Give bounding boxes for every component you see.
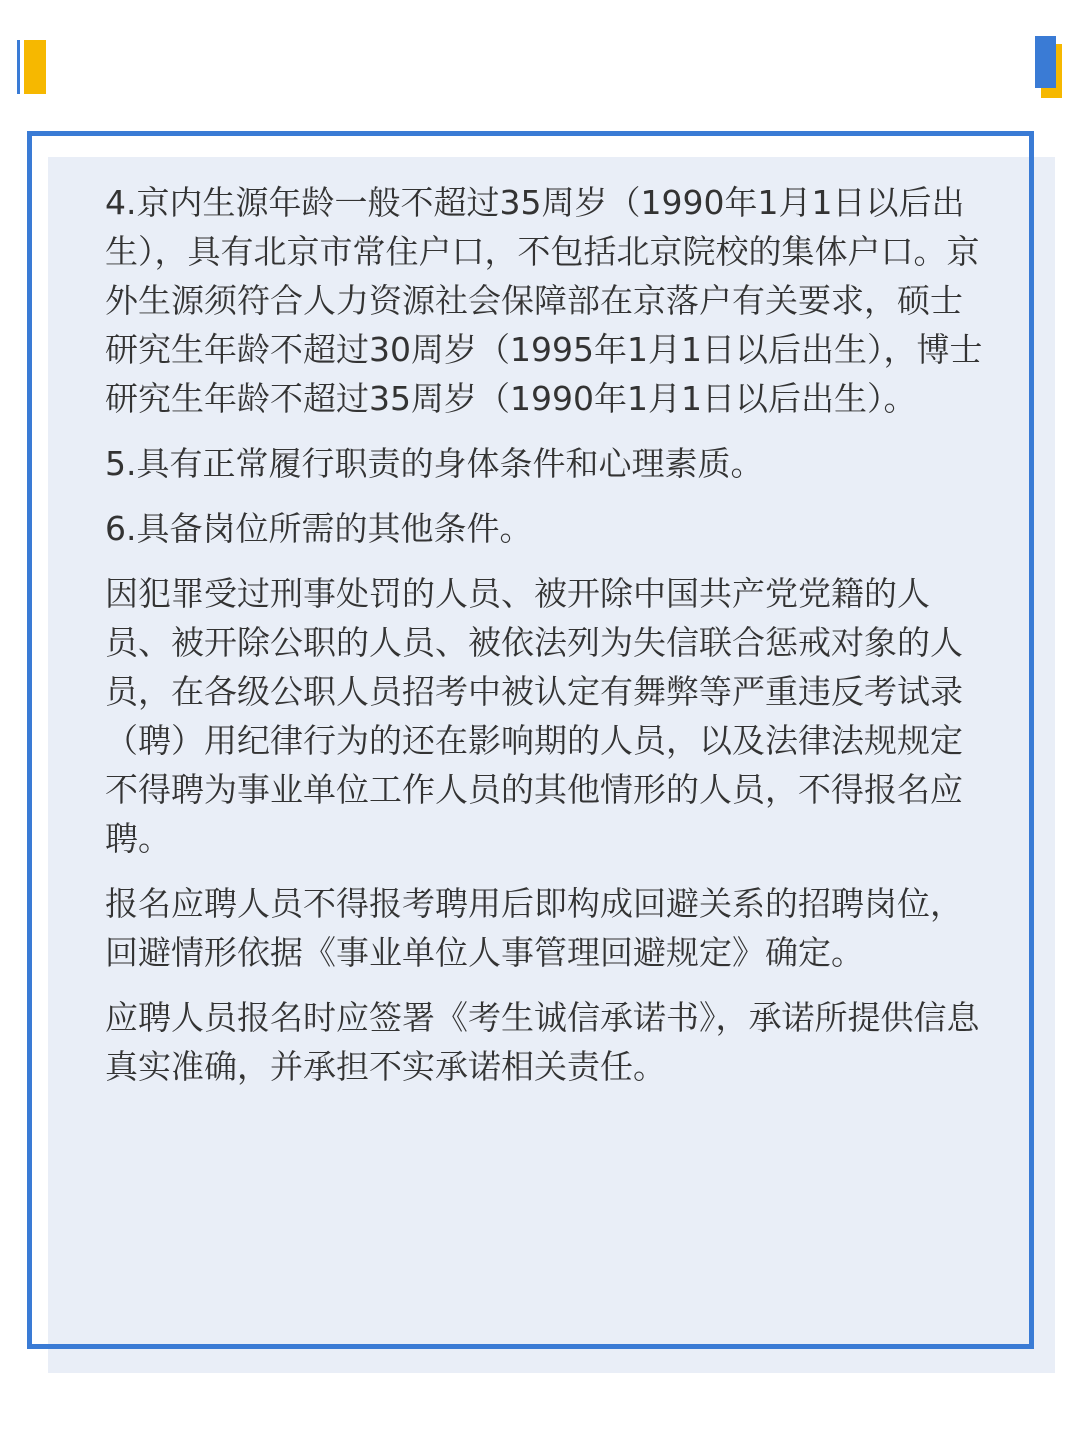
paragraph-age-requirement: 4.京内生源年龄一般不超过35周岁（1990年1月1日以后出生），具有北京市常住户口，不包括北京院校的集体户口。京外生源须符合人力资源社会保障部在京落户有关要求，硕士研究生年龄不超过30周岁（1995年1月1日以后出生），博士研究生年龄不超过35周岁（1990年1月1日以后出生）。	[105, 183, 983, 418]
paragraph-health-requirement: 5.具有正常履行职责的身体条件和心理素质。	[105, 444, 764, 483]
decorative-block-left	[24, 40, 46, 94]
paragraph-avoidance: 报名应聘人员不得报考聘用后即构成回避关系的招聘岗位，回避情形依据《事业单位人事管理回避规定》确定。	[105, 884, 963, 972]
decorative-block-right-blue	[1035, 36, 1056, 88]
decorative-line-left	[17, 40, 20, 94]
paragraph-exclusions: 因犯罪受过刑事处罚的人员、被开除中国共产党党籍的人员、被开除公职的人员、被依法列为失信联合惩戒对象的人员，在各级公职人员招考中被认定有舞弊等严重违反考试录（聘）用纪律行为的还在影响期的人员，以及法律法规规定不得聘为事业单位工作人员的其他情形的人员，不得报名应聘。	[105, 574, 963, 858]
paragraph-other-conditions: 6.具备岗位所需的其他条件。	[105, 509, 533, 548]
paragraph-integrity-pledge: 应聘人员报名时应签署《考生诚信承诺书》，承诺所提供信息真实准确，并承担不实承诺相关责任。	[105, 998, 980, 1086]
content-text-area	[105, 178, 995, 1107]
